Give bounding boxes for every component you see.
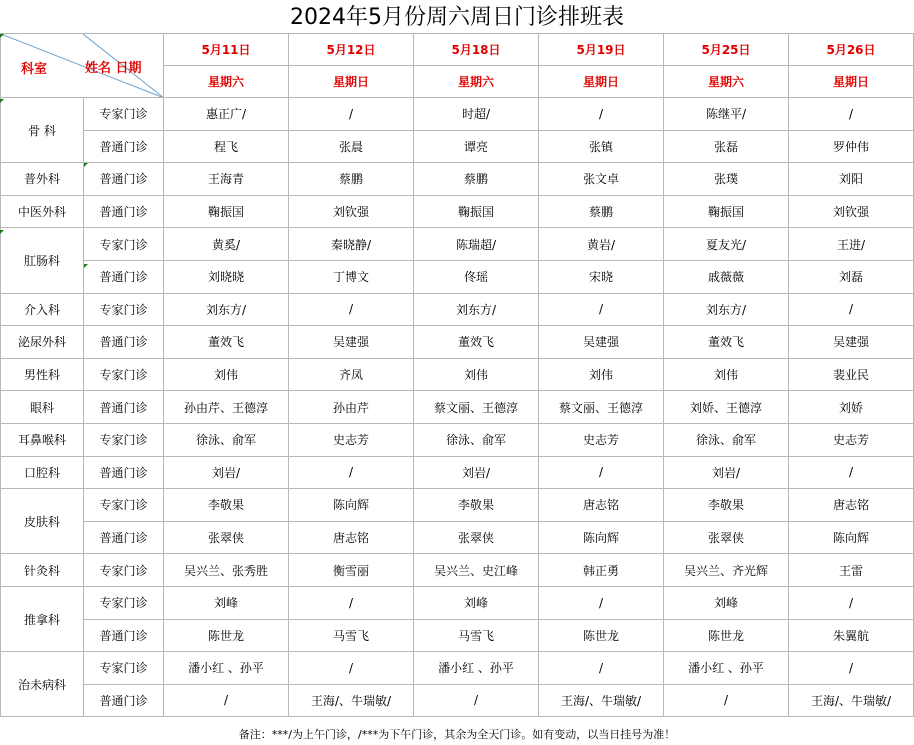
doctor-cell: / [164,684,289,717]
cell-marker-icon [84,264,88,268]
doctor-cell: 王海/、牛瑞敏/ [789,684,914,717]
doctor-cell: 黄奚/ [164,228,289,261]
doctor-cell: 孙由芹、王德淳 [164,391,289,424]
doctor-cell: 张镇 [539,130,664,163]
department-cell: 介入科 [1,293,84,326]
department-cell: 骨 科 [1,98,84,163]
doctor-cell: / [789,293,914,326]
doctor-cell: 马雪飞 [414,619,539,652]
doctor-cell: 蔡文丽、王德淳 [414,391,539,424]
cell-marker-icon [0,99,4,103]
doctor-cell: 刘岩/ [664,456,789,489]
doctor-cell: 刘娇、王德淳 [664,391,789,424]
doctor-cell: 蔡鹏 [414,163,539,196]
doctor-cell: 黄岩/ [539,228,664,261]
department-cell: 皮肤科 [1,489,84,554]
schedule-table [0,33,914,717]
date-header: 5月26日 [789,34,914,66]
clinic-type-cell: 普通门诊 [84,195,164,228]
table-row [1,619,914,652]
corner-name-date-label: 姓名 日期 [85,61,142,76]
table-row [1,163,914,196]
doctor-cell: 陈向辉 [539,521,664,554]
doctor-cell: 张晨 [289,130,414,163]
doctor-cell: 陈世龙 [539,619,664,652]
table-row [1,130,914,163]
doctor-cell: 吴建强 [789,326,914,359]
doctor-cell: 刘岩/ [414,456,539,489]
doctor-cell: 吴建强 [289,326,414,359]
doctor-cell: 蔡文丽、王德淳 [539,391,664,424]
doctor-cell: / [539,98,664,131]
doctor-cell: 刘晓晓 [164,260,289,293]
clinic-type-cell: 专家门诊 [84,423,164,456]
doctor-cell: / [539,652,664,685]
doctor-cell: / [664,684,789,717]
table-row [1,652,914,685]
doctor-cell: 张翠侠 [664,521,789,554]
doctor-cell: 徐泳、俞军 [414,423,539,456]
table-row [1,684,914,717]
table-row [1,554,914,587]
doctor-cell: 刘钦强 [289,195,414,228]
doctor-cell: 徐泳、俞军 [664,423,789,456]
doctor-cell: / [289,586,414,619]
doctor-cell: 徐泳、俞军 [164,423,289,456]
footnote: 备注：***/为上午门诊，/***为下午门诊，其余为全天门诊。如有变动，以当日挂号为准！ [238,728,676,741]
table-row [1,260,914,293]
doctor-cell: 刘峰 [164,586,289,619]
doctor-cell: 刘伟 [414,358,539,391]
clinic-type-cell: 专家门诊 [84,293,164,326]
clinic-type-cell: 专家门诊 [84,586,164,619]
department-cell: 肛肠科 [1,228,84,293]
doctor-cell: 裴业民 [789,358,914,391]
cell-marker-icon [84,163,88,167]
doctor-cell: 李敬果 [164,489,289,522]
doctor-cell: 陈瑞超/ [414,228,539,261]
doctor-cell: 韩正勇 [539,554,664,587]
doctor-cell: / [789,652,914,685]
table-row [1,489,914,522]
doctor-cell: 程飞 [164,130,289,163]
doctor-cell: / [789,98,914,131]
weekday-header: 星期日 [539,66,664,98]
date-header: 5月25日 [664,34,789,66]
department-cell: 中医外科 [1,195,84,228]
doctor-cell: 陈世龙 [164,619,289,652]
doctor-cell: 李敬果 [664,489,789,522]
doctor-cell: 史志芳 [789,423,914,456]
doctor-cell: 马雪飞 [289,619,414,652]
date-header: 5月11日 [164,34,289,66]
weekday-header: 星期日 [789,66,914,98]
doctor-cell: 陈向辉 [289,489,414,522]
doctor-cell: 潘小红 、孙平 [414,652,539,685]
doctor-cell: 谭亮 [414,130,539,163]
doctor-cell: / [539,586,664,619]
doctor-cell: 董效飞 [164,326,289,359]
weekday-header: 星期六 [164,66,289,98]
clinic-type-cell: 普通门诊 [84,163,164,196]
doctor-cell: 宋晓 [539,260,664,293]
doctor-cell: 潘小红 、孙平 [664,652,789,685]
doctor-cell: 刘东方/ [414,293,539,326]
doctor-cell: 李敬果 [414,489,539,522]
doctor-cell: 刘东方/ [664,293,789,326]
doctor-cell: 丁博文 [289,260,414,293]
doctor-cell: 陈继平/ [664,98,789,131]
department-cell: 耳鼻喉科 [1,423,84,456]
doctor-cell: / [289,293,414,326]
doctor-cell: 吴兴兰、张秀胜 [164,554,289,587]
table-row [1,391,914,424]
table-row [1,521,914,554]
weekday-header: 星期六 [664,66,789,98]
doctor-cell: 董效飞 [414,326,539,359]
doctor-cell: / [539,293,664,326]
department-cell: 治未病科 [1,652,84,717]
clinic-type-cell: 普通门诊 [84,391,164,424]
department-cell: 普外科 [1,163,84,196]
table-row [1,98,914,131]
clinic-type-cell: 专家门诊 [84,489,164,522]
doctor-cell: 惠正广/ [164,98,289,131]
doctor-cell: 孙由芹 [289,391,414,424]
doctor-cell: 王雷 [789,554,914,587]
date-header: 5月19日 [539,34,664,66]
doctor-cell: / [539,456,664,489]
doctor-cell: 刘伟 [539,358,664,391]
doctor-cell: 朱翼航 [789,619,914,652]
doctor-cell: 夏友光/ [664,228,789,261]
clinic-type-cell: 普通门诊 [84,619,164,652]
doctor-cell: 唐志铭 [289,521,414,554]
clinic-type-cell: 普通门诊 [84,521,164,554]
department-cell: 针灸科 [1,554,84,587]
weekday-header: 星期日 [289,66,414,98]
doctor-cell: 董效飞 [664,326,789,359]
page-title: 2024年5月份周六周日门诊排班表 [290,5,624,30]
doctor-cell: 鞠振国 [664,195,789,228]
doctor-cell: / [789,456,914,489]
doctor-cell: 王海/、牛瑞敏/ [289,684,414,717]
doctor-cell: 王海青 [164,163,289,196]
doctor-cell: 时超/ [414,98,539,131]
table-row [1,293,914,326]
doctor-cell: 张翠侠 [164,521,289,554]
doctor-cell: 吴兴兰、齐光辉 [664,554,789,587]
doctor-cell: 潘小红 、孙平 [164,652,289,685]
doctor-cell: 佟瑶 [414,260,539,293]
clinic-type-cell: 专家门诊 [84,228,164,261]
table-row [1,456,914,489]
corner-dept-label: 科室 [21,62,48,77]
doctor-cell: / [289,456,414,489]
doctor-cell: 唐志铭 [539,489,664,522]
date-header: 5月18日 [414,34,539,66]
doctor-cell: 刘峰 [664,586,789,619]
doctor-cell: 刘峰 [414,586,539,619]
clinic-type-cell: 专家门诊 [84,98,164,131]
clinic-type-cell: 专家门诊 [84,652,164,685]
table-row [1,195,914,228]
doctor-cell: 鞠振国 [164,195,289,228]
doctor-cell: 戚薇薇 [664,260,789,293]
table-row [1,228,914,261]
clinic-type-cell: 普通门诊 [84,684,164,717]
doctor-cell: 张璞 [664,163,789,196]
doctor-cell: 陈世龙 [664,619,789,652]
doctor-cell: 史志芳 [289,423,414,456]
weekday-header: 星期六 [414,66,539,98]
doctor-cell: 张翠侠 [414,521,539,554]
table-row [1,423,914,456]
doctor-cell: 蔡鹏 [289,163,414,196]
department-cell: 男性科 [1,358,84,391]
department-cell: 口腔科 [1,456,84,489]
doctor-cell: 蔡鹏 [539,195,664,228]
table-row [1,358,914,391]
doctor-cell: 秦晓静/ [289,228,414,261]
doctor-cell: 刘岩/ [164,456,289,489]
clinic-type-cell: 普通门诊 [84,456,164,489]
cell-marker-icon [0,34,4,38]
department-cell: 眼科 [1,391,84,424]
clinic-type-cell: 普通门诊 [84,326,164,359]
doctor-cell: 王进/ [789,228,914,261]
cell-marker-icon [0,230,4,234]
clinic-type-cell: 专家门诊 [84,358,164,391]
doctor-cell: 衡雪丽 [289,554,414,587]
table-row [1,586,914,619]
doctor-cell: 刘伟 [164,358,289,391]
department-cell: 泌尿外科 [1,326,84,359]
doctor-cell: / [414,684,539,717]
doctor-cell: 王海/、牛瑞敏/ [539,684,664,717]
clinic-type-cell: 专家门诊 [84,554,164,587]
doctor-cell: 齐凤 [289,358,414,391]
doctor-cell: 刘钦强 [789,195,914,228]
table-row [1,326,914,359]
doctor-cell: 刘伟 [664,358,789,391]
date-header: 5月12日 [289,34,414,66]
doctor-cell: 罗仲伟 [789,130,914,163]
doctor-cell: 唐志铭 [789,489,914,522]
doctor-cell: 吴建强 [539,326,664,359]
doctor-cell: 刘磊 [789,260,914,293]
doctor-cell: 史志芳 [539,423,664,456]
doctor-cell: 刘阳 [789,163,914,196]
clinic-type-cell: 普通门诊 [84,130,164,163]
doctor-cell: 张磊 [664,130,789,163]
doctor-cell: 吴兴兰、史江峰 [414,554,539,587]
doctor-cell: 刘东方/ [164,293,289,326]
doctor-cell: 鞠振国 [414,195,539,228]
doctor-cell: 陈向辉 [789,521,914,554]
doctor-cell: / [789,586,914,619]
clinic-type-cell: 普通门诊 [84,260,164,293]
doctor-cell: 刘娇 [789,391,914,424]
header-row-dates [1,34,914,66]
corner-header [1,34,164,98]
department-cell: 推拿科 [1,586,84,651]
doctor-cell: / [289,652,414,685]
doctor-cell: 张文卓 [539,163,664,196]
doctor-cell: / [289,98,414,131]
